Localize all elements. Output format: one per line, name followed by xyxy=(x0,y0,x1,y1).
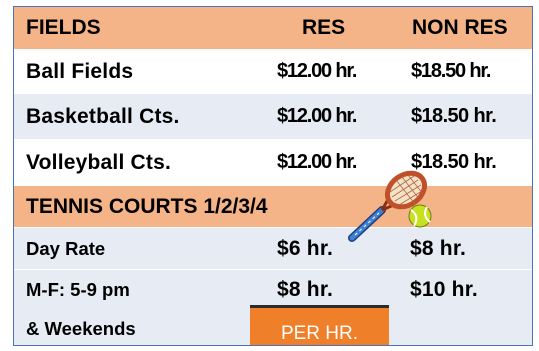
day-rate-nonres: $8 hr. xyxy=(410,236,467,260)
header-nonres: NON RES xyxy=(412,16,508,39)
tennis-header-row xyxy=(14,185,532,227)
row-label: Ball Fields xyxy=(26,59,134,83)
row-label: Basketball Cts. xyxy=(26,104,180,128)
table-row xyxy=(14,93,532,139)
header-res: RES xyxy=(302,16,346,39)
day-rate-res: $6 hr. xyxy=(277,236,334,260)
row-label: Volleyball Cts. xyxy=(26,150,171,174)
row-res-price: $12.00 hr. xyxy=(277,105,357,127)
fee-table xyxy=(13,6,533,346)
per-hour-badge: PER HR. xyxy=(250,305,389,345)
evening-nonres: $10 hr. xyxy=(410,278,478,301)
row-nonres-price: $18.50 hr. xyxy=(411,151,497,173)
header-row xyxy=(14,7,532,49)
tennis-ball-icon xyxy=(409,205,431,227)
tennis-racket-icon xyxy=(338,170,448,250)
row-res-price: $12.00 hr. xyxy=(277,151,357,173)
tennis-title: TENNIS COURTS 1/2/3/4 xyxy=(26,194,268,218)
evening-res: $8 hr. xyxy=(277,278,334,301)
table-row xyxy=(14,227,532,269)
row-res-price: $12.00 hr. xyxy=(277,60,357,82)
table-row xyxy=(14,139,532,185)
day-rate-label: Day Rate xyxy=(26,237,106,259)
evening-label-line2: & Weekends xyxy=(26,318,136,339)
row-nonres-price: $18.50 hr. xyxy=(411,60,491,82)
evening-label-line1: M-F: 5-9 pm xyxy=(26,279,130,300)
table-row xyxy=(14,49,532,93)
header-fields: FIELDS xyxy=(26,16,101,39)
row-nonres-price: $18.50 hr. xyxy=(411,105,497,127)
